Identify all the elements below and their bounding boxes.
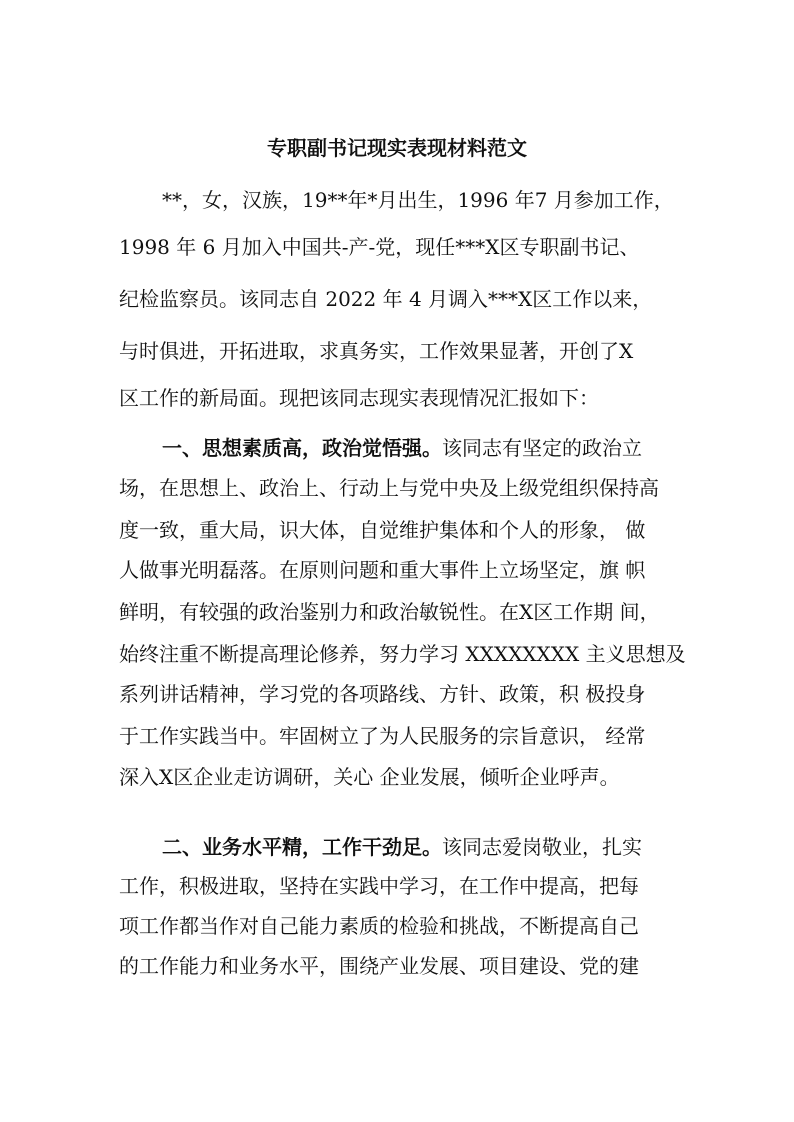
section2-line: 项工作都当作对自己能力素质的检验和挑战，不断提高自己	[119, 914, 639, 938]
section1-line: 深入X区企业走访调研，关心 企业发展，倾听企业呼声。	[119, 765, 620, 789]
section2-line: 工作，积极进取，坚持在实践中学习，在工作中提高，把每	[119, 874, 639, 898]
section2-first-line	[162, 833, 642, 861]
intro-line: 区工作的新局面。现把该同志现实表现情况汇报如下：	[119, 386, 599, 410]
intro-line: 纪检监察员。该同志自 2022 年 4 月调入***X区工作以来，	[119, 287, 653, 311]
section1-line: 人做事光明磊落。在原则问题和重大事件上立场坚定，旗 帜	[119, 558, 646, 582]
section1-line: 度一致，重大局，识大体，自觉维护集体和个人的形象， 做	[119, 518, 646, 542]
intro-line: **，女，汉族，19**年*月出生，1996 年7 月参加工作，	[162, 188, 674, 212]
section1-line: 于工作实践当中。牢固树立了为人民服务的宗旨意识， 经常	[119, 724, 646, 748]
section1-line: 场，在思想上、政治上、行动上与党中央及上级党组织保持高	[119, 476, 659, 500]
section2-first-line-text: 该同志爱岗敬业，扎实	[442, 835, 642, 859]
section2-line: 的工作能力和业务水平，围绕产业发展、项目建设、党的建	[119, 954, 639, 978]
section2-heading: 二、业务水平精，工作干劲足。	[162, 835, 442, 859]
intro-line: 1998 年 6 月加入中国共-产-党，现任***X区专职副书记、	[119, 235, 640, 259]
section1-heading: 一、思想素质高，政治觉悟强。	[162, 436, 442, 460]
section1-line: 系列讲话精神，学习党的各项路线、方针、政策，积 极投身	[119, 682, 646, 706]
section1-first-line-text: 该同志有坚定的政治立	[442, 436, 642, 460]
document-title: 专职副书记现实表现材料范文	[267, 136, 527, 160]
section1-line: 始终注重不断提高理论修养，努力学习 XXXXXXXX 主义思想及	[119, 642, 686, 666]
intro-line: 与时俱进，开拓进取，求真务实，工作效果显著，开创了X	[119, 339, 634, 363]
section1-first-line	[162, 434, 642, 462]
section1-line: 鲜明，有较强的政治鉴别力和政治敏锐性。在X区工作期 间，	[119, 600, 660, 624]
